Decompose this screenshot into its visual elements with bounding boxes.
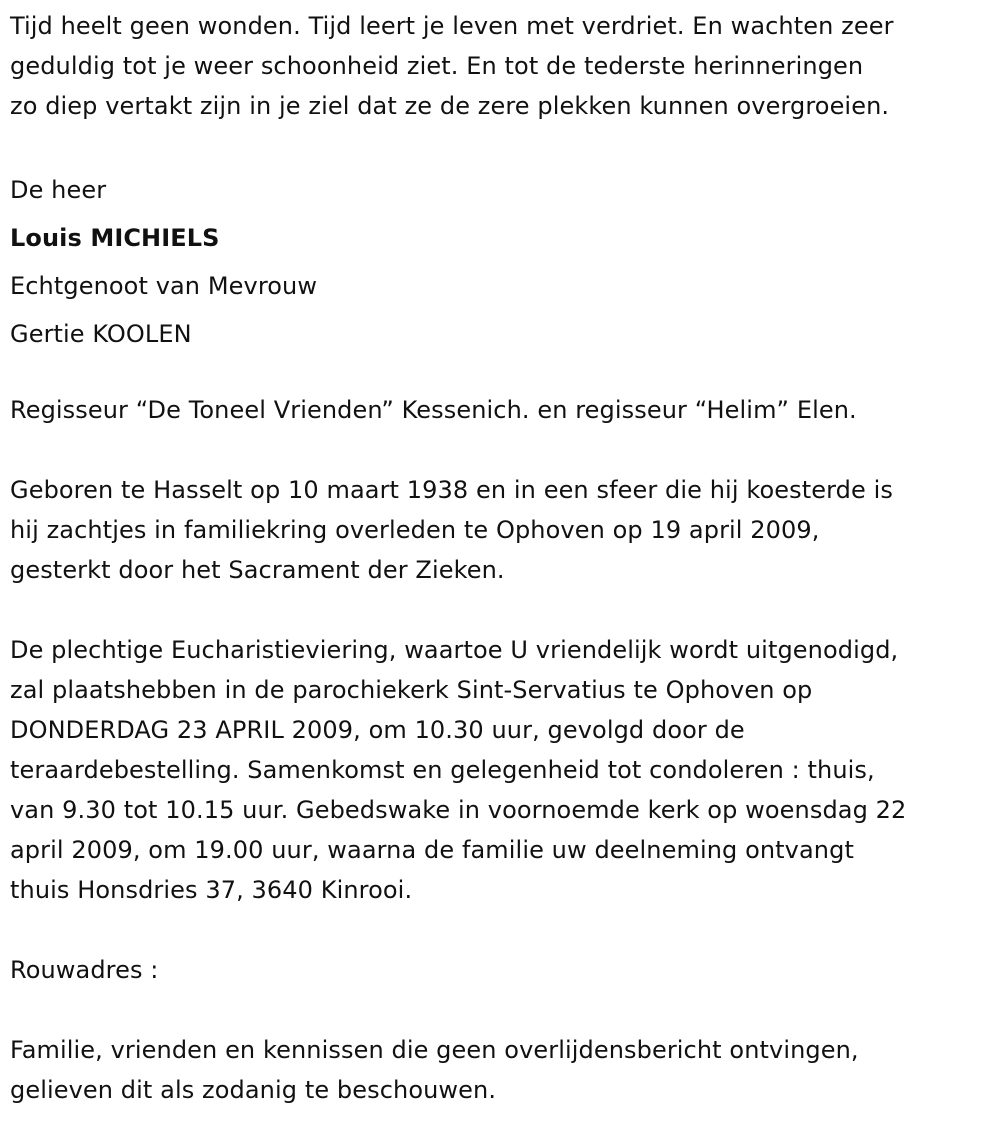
intro-line: zo diep vertakt zijn in je ziel dat ze de zere plekken kunnen overgroeien.	[10, 92, 890, 120]
birth-death-line: hij zachtjes in familiekring overleden te Ophoven op 19 april 2009,	[10, 516, 820, 544]
birth-death-line: Geboren te Hasselt op 10 maart 1938 en in een sfeer die hij koesterde is	[10, 476, 893, 504]
closing-paragraph	[10, 1030, 990, 1110]
spouse-name: Gertie KOOLEN	[10, 320, 192, 348]
ceremony-line: van 9.30 tot 10.15 uur. Gebedswake in voornoemde kerk op woensdag 22	[10, 796, 907, 824]
role-line: Regisseur “De Toneel Vrienden” Kessenich. en regisseur “Helim” Elen.	[10, 396, 857, 424]
ceremony-line: thuis Honsdries 37, 3640 Kinrooi.	[10, 876, 413, 904]
deceased-block	[10, 166, 990, 358]
intro-line: Tijd heelt geen wonden. Tijd leert je leven met verdriet. En wachten zeer	[10, 12, 894, 40]
birth-death-line: gesterkt door het Sacrament der Zieken.	[10, 556, 505, 584]
mourning-address	[10, 950, 990, 990]
mourning-address-label: Rouwadres :	[10, 956, 159, 984]
ceremony-line: april 2009, om 19.00 uur, waarna de familie uw deelneming ontvangt	[10, 836, 854, 864]
ceremony-line: teraardebestelling. Samenkomst en gelegenheid tot condoleren : thuis,	[10, 756, 875, 784]
closing-line: Familie, vrienden en kennissen die geen overlijdensbericht ontvingen,	[10, 1036, 859, 1064]
ceremony-line: DONDERDAG 23 APRIL 2009, om 10.30 uur, gevolgd door de	[10, 716, 745, 744]
spouse-line: Echtgenoot van Mevrouw	[10, 272, 318, 300]
closing-line: gelieven dit als zodanig te beschouwen.	[10, 1076, 497, 1104]
salutation: De heer	[10, 176, 107, 204]
ceremony-line: zal plaatshebben in de parochiekerk Sint-Servatius te Ophoven op	[10, 676, 813, 704]
birth-death-paragraph	[10, 470, 990, 590]
intro-poem	[10, 6, 990, 126]
deceased-name: Louis MICHIELS	[10, 224, 220, 252]
role-paragraph	[10, 390, 990, 430]
ceremony-paragraph	[10, 630, 990, 910]
intro-line: geduldig tot je weer schoonheid ziet. En tot de tederste herinneringen	[10, 52, 864, 80]
ceremony-line: De plechtige Eucharistieviering, waartoe U vriendelijk wordt uitgenodigd,	[10, 636, 899, 664]
